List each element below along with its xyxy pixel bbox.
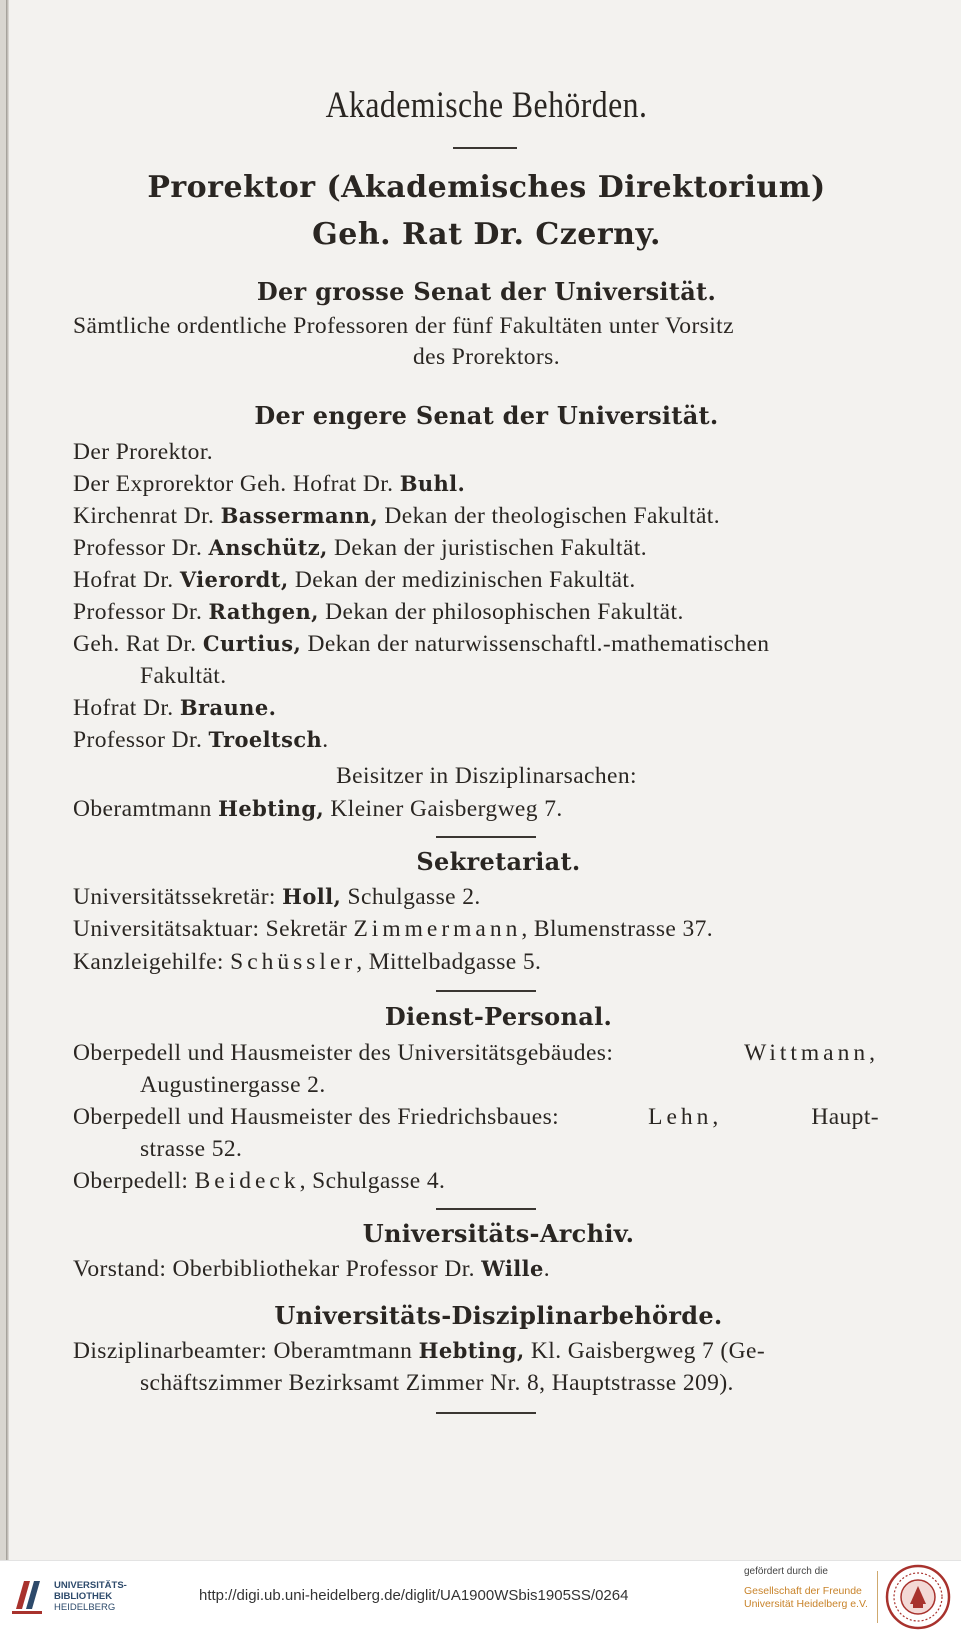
page-title: Akademische Behörden. bbox=[325, 85, 648, 126]
senat-member: Der Exprorektor Geh. Hofrat Dr. Buhl. bbox=[73, 471, 466, 497]
archiv-heading: Universitäts-Archiv. bbox=[362, 1219, 635, 1248]
footer-bar bbox=[0, 1560, 961, 1632]
grosser-senat-text: Sämtliche ordentliche Professoren der fünf Fakultäten unter Vorsitz bbox=[73, 313, 734, 339]
dienst-line: Oberpedell und Hausmeister des Universitätsgebäudes: Wittmann, bbox=[73, 1040, 879, 1066]
senat-member: Geh. Rat Dr. Curtius, Dekan der naturwissenschaftl.-mathematischen bbox=[73, 631, 770, 657]
sponsor-name-line: Universität Heidelberg e.V. bbox=[744, 1598, 868, 1610]
dienst-line: Oberpedell: Beideck, Schulgasse 4. bbox=[73, 1168, 446, 1194]
divider bbox=[436, 990, 536, 992]
divider bbox=[436, 1208, 536, 1210]
beisitzer-line: Oberamtmann Hebting, Kleiner Gaisbergweg 7. bbox=[73, 796, 563, 822]
prorektor-name: Geh. Rat Dr. Czerny. bbox=[312, 217, 661, 252]
library-logo-icon[interactable] bbox=[10, 1575, 44, 1617]
sponsor-name-line: Gesellschaft der Freunde bbox=[744, 1585, 862, 1597]
senat-member: Professor Dr. Rathgen, Dekan der philosophischen Fakultät. bbox=[73, 599, 684, 625]
footer-separator bbox=[877, 1571, 878, 1623]
disziplinar-line: Disziplinarbeamter: Oberamtmann Hebting, Kl. Gaisbergweg 7 (Ge- bbox=[73, 1338, 766, 1364]
senat-member: Kirchenrat Dr. Bassermann, Dekan der theologischen Fakultät. bbox=[73, 503, 720, 529]
dienst-line-cont: Augustinergasse 2. bbox=[140, 1072, 326, 1098]
sekretariat-line: Kanzleigehilfe: Schüssler, Mittelbadgasse 5. bbox=[73, 949, 542, 975]
library-name-line: BIBLIOTHEK bbox=[54, 1591, 113, 1602]
divider bbox=[453, 147, 517, 149]
library-name-line: UNIVERSITÄTS- bbox=[54, 1580, 127, 1591]
prorektor-heading: Prorektor (Akademisches Direktorium) bbox=[147, 170, 826, 205]
senat-member: Der Prorektor. bbox=[73, 439, 214, 465]
beisitzer-label: Beisitzer in Disziplinarsachen: bbox=[336, 763, 637, 789]
sekretariat-line: Universitätssekretär: Holl, Schulgasse 2. bbox=[73, 884, 481, 910]
senat-member: Professor Dr. Anschütz, Dekan der juristischen Fakultät. bbox=[73, 535, 648, 561]
engerer-senat-heading: Der engere Senat der Universität. bbox=[254, 401, 719, 430]
disziplinarbehoerde-heading: Universitäts-Disziplinarbehörde. bbox=[274, 1301, 723, 1330]
grosser-senat-text-cont: des Prorektors. bbox=[413, 344, 560, 370]
disziplinar-line-cont: schäftszimmer Bezirksamt Zimmer Nr. 8, Hauptstrasse 209). bbox=[140, 1370, 734, 1396]
dienst-line-cont: strasse 52. bbox=[140, 1136, 243, 1162]
sekretariat-heading: Sekretariat. bbox=[416, 847, 581, 876]
sponsor-link[interactable] bbox=[744, 1585, 868, 1611]
permalink-url[interactable]: http://digi.ub.uni-heidelberg.de/diglit/UA1900WSbis1905SS/0264 bbox=[199, 1587, 629, 1604]
divider bbox=[436, 1412, 536, 1414]
senat-member: Professor Dr. Troeltsch. bbox=[73, 727, 329, 753]
senat-member: Hofrat Dr. Braune. bbox=[73, 695, 277, 721]
grosser-senat-heading: Der grosse Senat der Universität. bbox=[256, 277, 717, 306]
dienst-line: Oberpedell und Hausmeister des Friedrichsbaues: Lehn, Haupt- bbox=[73, 1104, 879, 1130]
senat-member: Hofrat Dr. Vierordt, Dekan der medizinischen Fakultät. bbox=[73, 567, 636, 593]
library-name[interactable] bbox=[54, 1580, 127, 1613]
archiv-line: Vorstand: Oberbibliothekar Professor Dr. Wille. bbox=[73, 1256, 551, 1282]
university-seal-icon[interactable] bbox=[885, 1564, 951, 1630]
senat-member-cont: Fakultät. bbox=[140, 663, 227, 689]
sekretariat-line: Universitätsaktuar: Sekretär Zimmermann, Blumenstrasse 37. bbox=[73, 916, 714, 942]
dienst-personal-heading: Dienst-Personal. bbox=[384, 1002, 613, 1031]
sponsor-label: gefördert durch die bbox=[744, 1566, 828, 1577]
divider bbox=[436, 836, 536, 838]
library-name-line: HEIDELBERG bbox=[54, 1602, 116, 1613]
